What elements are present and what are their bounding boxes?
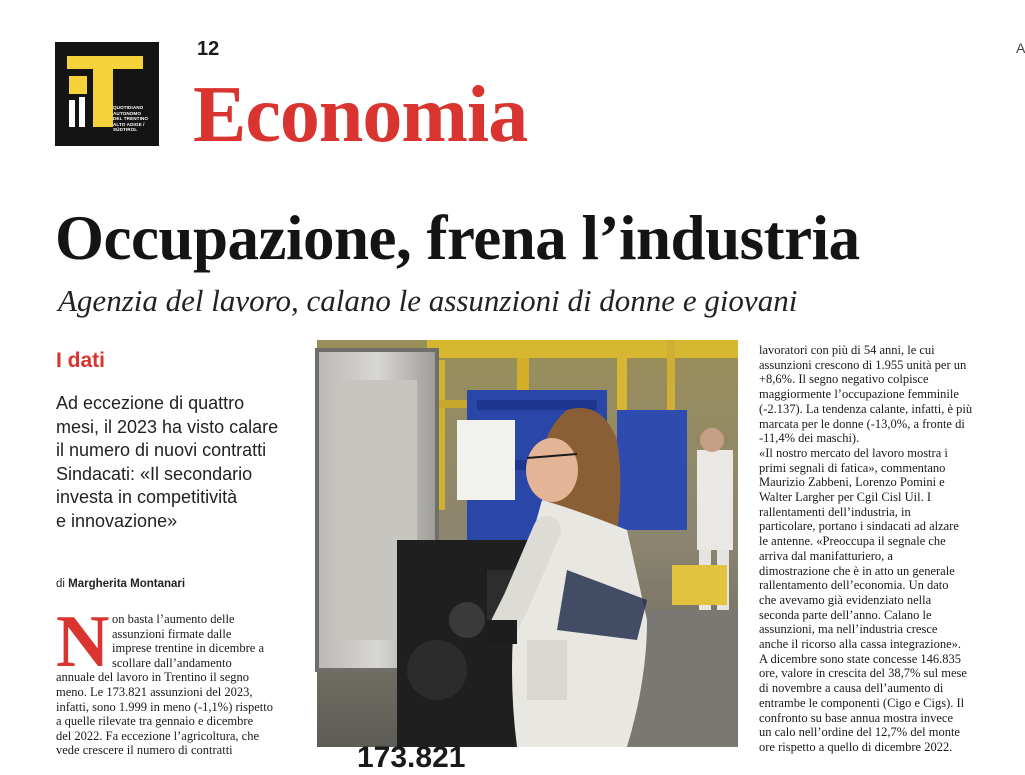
body-line: di novembre a causa dell’aumento di [759, 681, 944, 696]
summary-line: investa in competitività [56, 487, 238, 507]
body-line: on basta l’aumento delle [112, 612, 235, 626]
body-line: vede crescere il numero di contratti [56, 743, 233, 758]
body-line: +8,6%. Il segno negativo colpisce [759, 372, 929, 387]
logo-line: QUOTIDIANO [113, 105, 144, 110]
body-line: scollare dall’andamento [112, 655, 232, 670]
body-line: ore rispetto a quello di dicembre 2022. [759, 739, 953, 754]
body-line: particolare, portano i sindacati ad alzare [759, 519, 959, 534]
author-name[interactable]: Margherita Montanari [68, 578, 186, 590]
body-line: ore, valore in crescita del 38,7% sul mese [759, 666, 967, 681]
body-line: che avevamo già evidenziato nella [759, 592, 932, 607]
body-line: assunzioni firmate dalle [112, 626, 232, 641]
body-line: Walter Largher per Cgil Cisl Uil. I [759, 490, 931, 505]
headline: Occupazione, frena l’industria [55, 203, 860, 273]
logo-line: AUTONOMO [113, 110, 142, 116]
newspaper-logo[interactable] [55, 42, 159, 146]
body-line: imprese trentine in dicembre a [112, 641, 265, 656]
summary-box [56, 392, 306, 533]
body-line: lavoratori con più di 54 anni, le cui [759, 343, 935, 357]
body-line: entrambe le componenti (Cigo e Cigs). Il [759, 695, 965, 710]
body-line: A dicembre sono state concesse 146.835 [759, 651, 962, 666]
body-line: seconda parte dell’anno. Calano le [759, 607, 932, 622]
body-line: (-2.137). La tendenza calante, infatti, è più [759, 401, 973, 416]
summary-line: il numero di nuovi contratti [56, 440, 267, 460]
body-line: confronto su base annua mostra invece [759, 710, 954, 725]
body-line: meno. Le 173.821 assunzioni del 2023, [56, 684, 253, 699]
body-line: a quelle rilevate tra gennaio e dicembre [56, 714, 254, 729]
body-line: dimostrazione che è in atto un generale [759, 563, 955, 578]
body-line: Maurizio Zabbeni, Lorenzo Pomini e [759, 475, 945, 490]
kicker-label: I dati [56, 349, 106, 372]
summary-line: e innovazione» [56, 510, 178, 531]
section-title: Economia [193, 71, 528, 159]
body-line: le antenne. «Preoccupa il segnale che [759, 534, 946, 549]
summary-line: mesi, il 2023 ha visto calare [56, 416, 279, 437]
body-line: infatti, sono 1.999 in meno (-1,1%) rispetto [56, 699, 273, 714]
next-page-edge-char: A [1016, 40, 1025, 56]
subheadline: Agenzia del lavoro, calano le assunzioni di donne e giovani [58, 283, 798, 318]
body-line: anche il ricorso alla cassa integrazione». [759, 637, 961, 652]
key-figure: 173.821 [357, 741, 466, 774]
byline [56, 578, 185, 590]
body-line: rallentamento dell’economia. Un dato [759, 578, 949, 593]
page-number: 12 [197, 38, 220, 60]
logo-tagline [113, 105, 157, 133]
byline-prefix: di [56, 578, 65, 590]
body-line: arriva dal manifatturiero, a [759, 548, 893, 563]
summary-line: Ad eccezione di quattro [56, 393, 245, 413]
drop-cap: N [56, 601, 110, 683]
body-column-left [56, 601, 306, 758]
body-column-right [759, 343, 1014, 755]
body-line: assunzioni, ma nell’industria cresce [759, 622, 938, 637]
article-photo[interactable] [317, 340, 738, 747]
logo-line: SÜDTIROL [113, 127, 138, 133]
logo-line: ALTO ADIGE / [113, 121, 145, 127]
body-line: «Il nostro mercato del lavoro mostra i [759, 445, 948, 460]
body-line: annuale del lavoro in Trentino il segno [56, 670, 250, 685]
body-line: maggiormente l’occupazione femminile [759, 387, 959, 402]
body-line: un calo nell’ordine del 12,7% del monte [759, 725, 960, 740]
body-line: assunzioni crescono di 1.955 unità per un [759, 357, 967, 372]
logo-line: DEL TRENTINO [113, 116, 149, 122]
body-line: del 2022. Fa eccezione l’agricoltura, che [56, 728, 260, 743]
body-line: -11,4% dei maschi). [759, 431, 860, 446]
body-line: rallentamenti dell’industria, in [759, 504, 911, 519]
body-line: marcata per le donne (-13,0%, a fronte di [759, 416, 965, 431]
summary-line: Sindacati: «Il secondario [56, 463, 253, 484]
body-line: primi segnali di fatica», commentano [759, 460, 946, 475]
factory-worker-photo [317, 340, 738, 747]
